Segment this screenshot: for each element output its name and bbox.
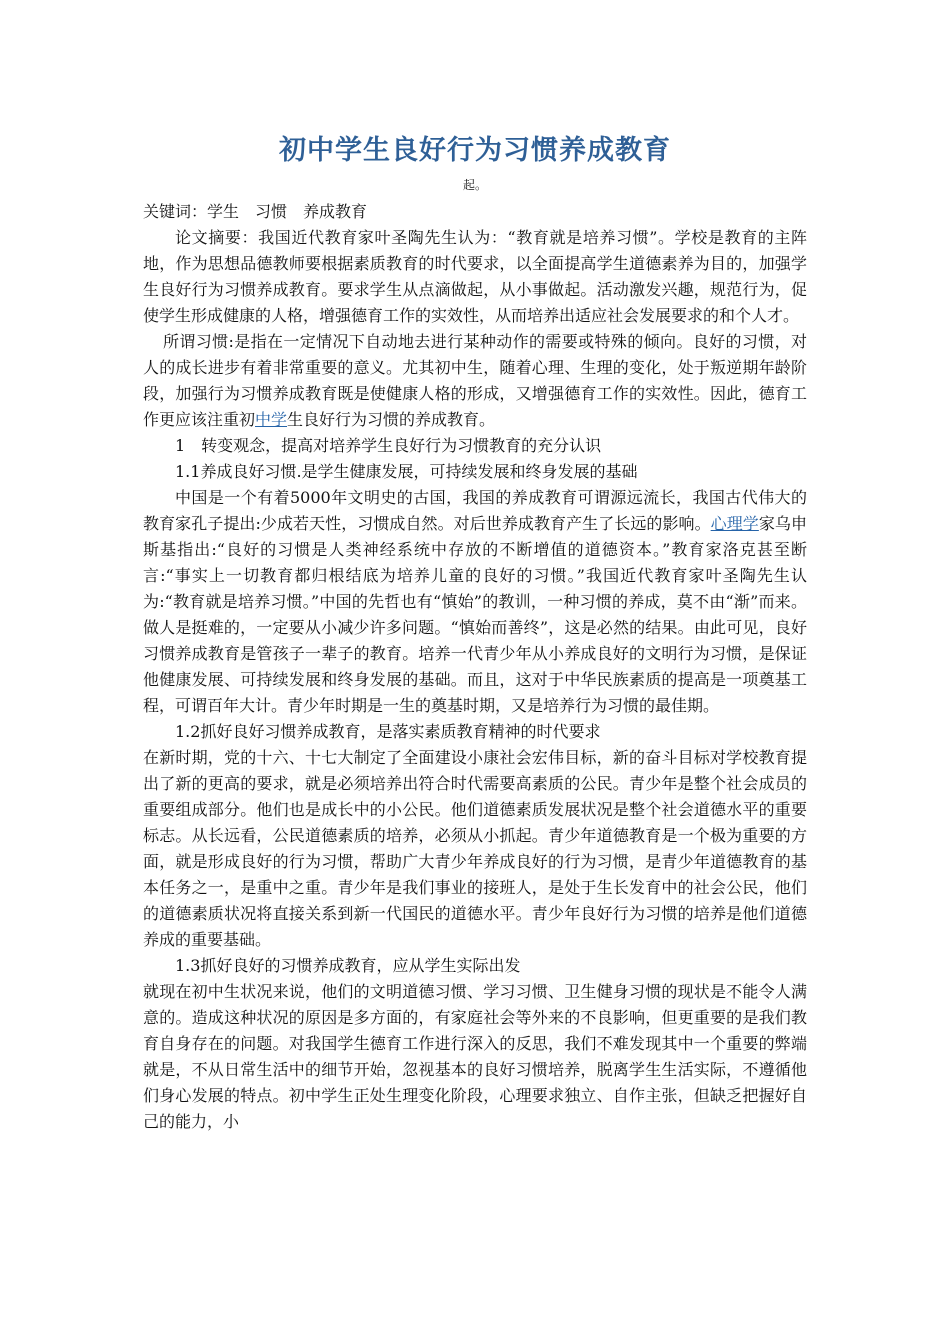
current-status-paragraph: 就现在初中生状况来说，他们的文明道德习惯、学习习惯、卫生健身习惯的现状是不能令人满意的。造成这种状况的原因是多方面的，有家庭社会等外来的不良影响，但更重要的是我们教育自身存在的问题。对我国学生德育工作进行深入的反思，我们不难发现其中一个重要的弊端就是，不从日常生活中的细节开始，忽视基本的良好习惯培养，脱离学生生活实际，不遵循他们身心发展的特点。初中学生正处生理变化阶段，心理要求独立、自作主张，但缺乏把握好自己的能力，小 bbox=[143, 982, 807, 1131]
psychology-link[interactable]: 心理学 bbox=[710, 514, 759, 533]
china-history-paragraph bbox=[143, 485, 807, 719]
section-heading-1: 1 转变观念，提高对培养学生良好行为习惯教育的充分认识 bbox=[175, 436, 602, 455]
china-text-end: 家乌申斯基指出:“良好的习惯是人类神经系统中存放的不断增值的道德资本。”教育家洛克甚至断言:“事实上一切教育都归根结底为培养儿童的良好的习惯。”我国近代教育家叶圣陶先生认为:“教育就是培养习惯。”中国的先哲也有“慎始”的教训，一种习惯的养成，莫不由“渐”而来。做人是挺难的，一定要从小减少许多问题。“慎始而善终”，这是必然的结果。由此可见，良好习惯养成教育是管孩子一辈子的教育。培养一代青少年从小养成良好的文明行为习惯，是保证他健康发展、可持续发展和终身发展的基础。而且，这对于中华民族素质的提高是一项奠基工程，可谓百年大计。青少年时期是一生的奠基时期，又是培养行为习惯的最佳期。 bbox=[143, 514, 807, 715]
section-heading-1-3: 1.3抓好良好的习惯养成教育，应从学生实际出发 bbox=[175, 956, 521, 975]
document-title: 初中学生良好行为习惯养成教育 bbox=[279, 135, 671, 166]
small-note: 起。 bbox=[462, 178, 487, 192]
habit-definition-paragraph bbox=[143, 329, 807, 433]
section-heading-1-1: 1.1养成良好习惯.是学生健康发展，可持续发展和终身发展的基础 bbox=[175, 462, 638, 481]
habit-text-end: 生良好行为习惯的养成教育。 bbox=[287, 410, 496, 429]
abstract-paragraph: 论文摘要：我国近代教育家叶圣陶先生认为：“教育就是培养习惯”。学校是教育的主阵地，作为思想品德教师要根据素质教育的时代要求，以全面提高学生道德素养为目的，加强学生良好行为习惯养成教育。要求学生从点滴做起，从小事做起。活动激发兴趣，规范行为，促使学生形成健康的人格，增强德育工作的实效性，从而培养出适应社会发展要求的和个人才。 bbox=[143, 228, 807, 325]
section-heading-1-2: 1.2抓好良好习惯养成教育，是落实素质教育精神的时代要求 bbox=[175, 722, 601, 741]
habit-text-start: 所谓习惯:是指在一定情况下自动地去进行某种动作的需要或特殊的倾向。良好的习惯，对人的成长进步有着非常重要的意义。尤其初中生，随着心理、生理的变化，处于叛逆期年龄阶段，加强行为习惯养成教育既是使健康人格的形成，又增强德育工作的实效性。因此，德育工作更应该注重初 bbox=[143, 332, 807, 429]
new-era-paragraph: 在新时期，党的十六、十七大制定了全面建设小康社会宏伟目标，新的奋斗目标对学校教育提出了新的更高的要求，就是必须培养出符合时代需要高素质的公民。青少年是整个社会成员的重要组成部分。他们也是成长中的小公民。他们道德素质发展状况是整个社会道德水平的重要标志。从长远看，公民道德素质的培养，必须从小抓起。青少年道德教育是一个极为重要的方面，就是形成良好的行为习惯，帮助广大青少年养成良好的行为习惯，是青少年道德教育的基本任务之一，是重中之重。青少年是我们事业的接班人，是处于生长发育中的社会公民，他们的道德素质状况将直接关系到新一代国民的道德水平。青少年良好行为习惯的培养是他们道德养成的重要基础。 bbox=[143, 748, 807, 949]
keywords: 关键词：学生 习惯 养成教育 bbox=[143, 202, 368, 221]
middle-school-link[interactable]: 中学 bbox=[255, 410, 288, 429]
china-text-start: 中国是一个有着5000年文明史的古国，我国的养成教育可谓源远流长，我国古代伟大的教育家孔子提出:少成若天性，习惯成自然。对后世养成教育产生了长远的影响。 bbox=[143, 488, 807, 533]
document-page bbox=[143, 128, 807, 1135]
